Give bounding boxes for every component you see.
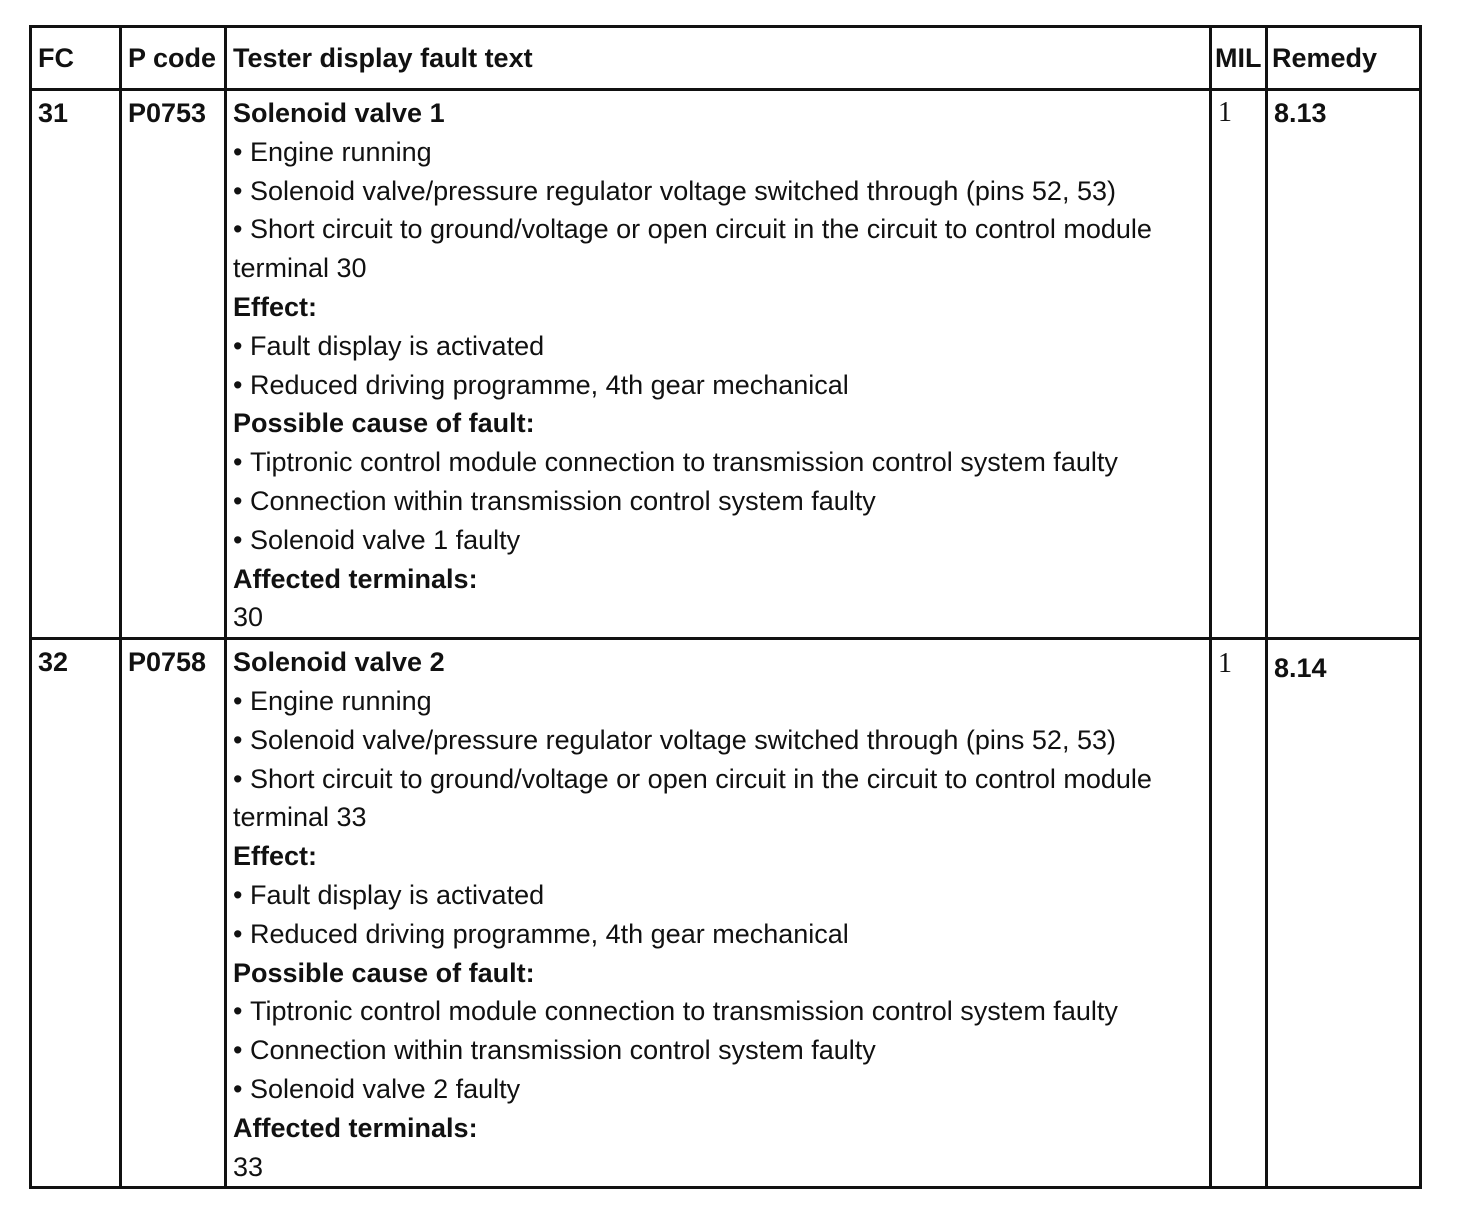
- remedy-cell: [1267, 639, 1421, 1188]
- p-code-cell: P0753: [121, 90, 226, 639]
- effect-item: • Reduced driving programme, 4th gear mechanical: [233, 366, 1209, 405]
- mil-cell: [1211, 90, 1267, 639]
- table-header-row: [31, 27, 1421, 90]
- condition-item: • Short circuit to ground/voltage or open circuit in the circuit to control module: [233, 760, 1209, 799]
- cause-item: • Connection within transmission control system faulty: [233, 1031, 1209, 1070]
- mil-cell: [1211, 639, 1267, 1188]
- condition-continuation: terminal 33: [233, 802, 367, 833]
- fault-text-cell: [226, 639, 1211, 1188]
- table-row: [31, 90, 1421, 639]
- condition-continuation: terminal 30: [233, 253, 367, 284]
- condition-item: • Engine running: [233, 133, 1209, 172]
- fault-title: Solenoid valve 2: [233, 647, 445, 678]
- header-fault-text: Tester display fault text: [226, 27, 1211, 90]
- fault-code-table: [29, 25, 1422, 1189]
- remedy-value: 8.14: [1274, 653, 1327, 684]
- mil-value: 1: [1218, 97, 1232, 128]
- header-mil: MIL: [1211, 27, 1267, 90]
- header-p-code: P code: [121, 27, 226, 90]
- terminals-value: 33: [233, 1151, 264, 1182]
- effect-heading: Effect:: [233, 291, 318, 322]
- remedy-cell: [1267, 90, 1421, 639]
- cause-item: • Solenoid valve 2 faulty: [233, 1070, 1209, 1109]
- p-code-cell: P0758: [121, 639, 226, 1188]
- effect-item: • Fault display is activated: [233, 327, 1209, 366]
- cause-heading: Possible cause of fault:: [233, 408, 535, 439]
- cause-item: • Connection within transmission control system faulty: [233, 482, 1209, 521]
- fc-cell: 32: [31, 639, 121, 1188]
- effect-item: • Fault display is activated: [233, 876, 1209, 915]
- cause-item: • Tiptronic control module connection to transmission control system faulty: [233, 443, 1209, 482]
- condition-item: • Engine running: [233, 682, 1209, 721]
- remedy-value: 8.13: [1274, 98, 1327, 128]
- cause-heading: Possible cause of fault:: [233, 957, 535, 988]
- condition-item: • Solenoid valve/pressure regulator voltage switched through (pins 52, 53): [233, 172, 1209, 211]
- condition-item: • Solenoid valve/pressure regulator voltage switched through (pins 52, 53): [233, 721, 1209, 760]
- header-remedy: Remedy: [1267, 27, 1421, 90]
- cause-item: • Tiptronic control module connection to transmission control system faulty: [233, 992, 1209, 1031]
- terminals-heading: Affected terminals:: [233, 563, 478, 594]
- header-fc: FC: [31, 27, 121, 90]
- fault-text-cell: [226, 90, 1211, 639]
- condition-item: • Short circuit to ground/voltage or open circuit in the circuit to control module: [233, 210, 1209, 249]
- fault-title: Solenoid valve 1: [233, 98, 445, 128]
- effect-heading: Effect:: [233, 841, 318, 872]
- mil-value: 1: [1218, 648, 1232, 680]
- effect-item: • Reduced driving programme, 4th gear mechanical: [233, 915, 1209, 954]
- terminals-heading: Affected terminals:: [233, 1112, 478, 1143]
- terminals-value: 30: [233, 602, 264, 633]
- fc-cell: 31: [31, 90, 121, 639]
- cause-item: • Solenoid valve 1 faulty: [233, 521, 1209, 560]
- table-row: [31, 639, 1421, 1188]
